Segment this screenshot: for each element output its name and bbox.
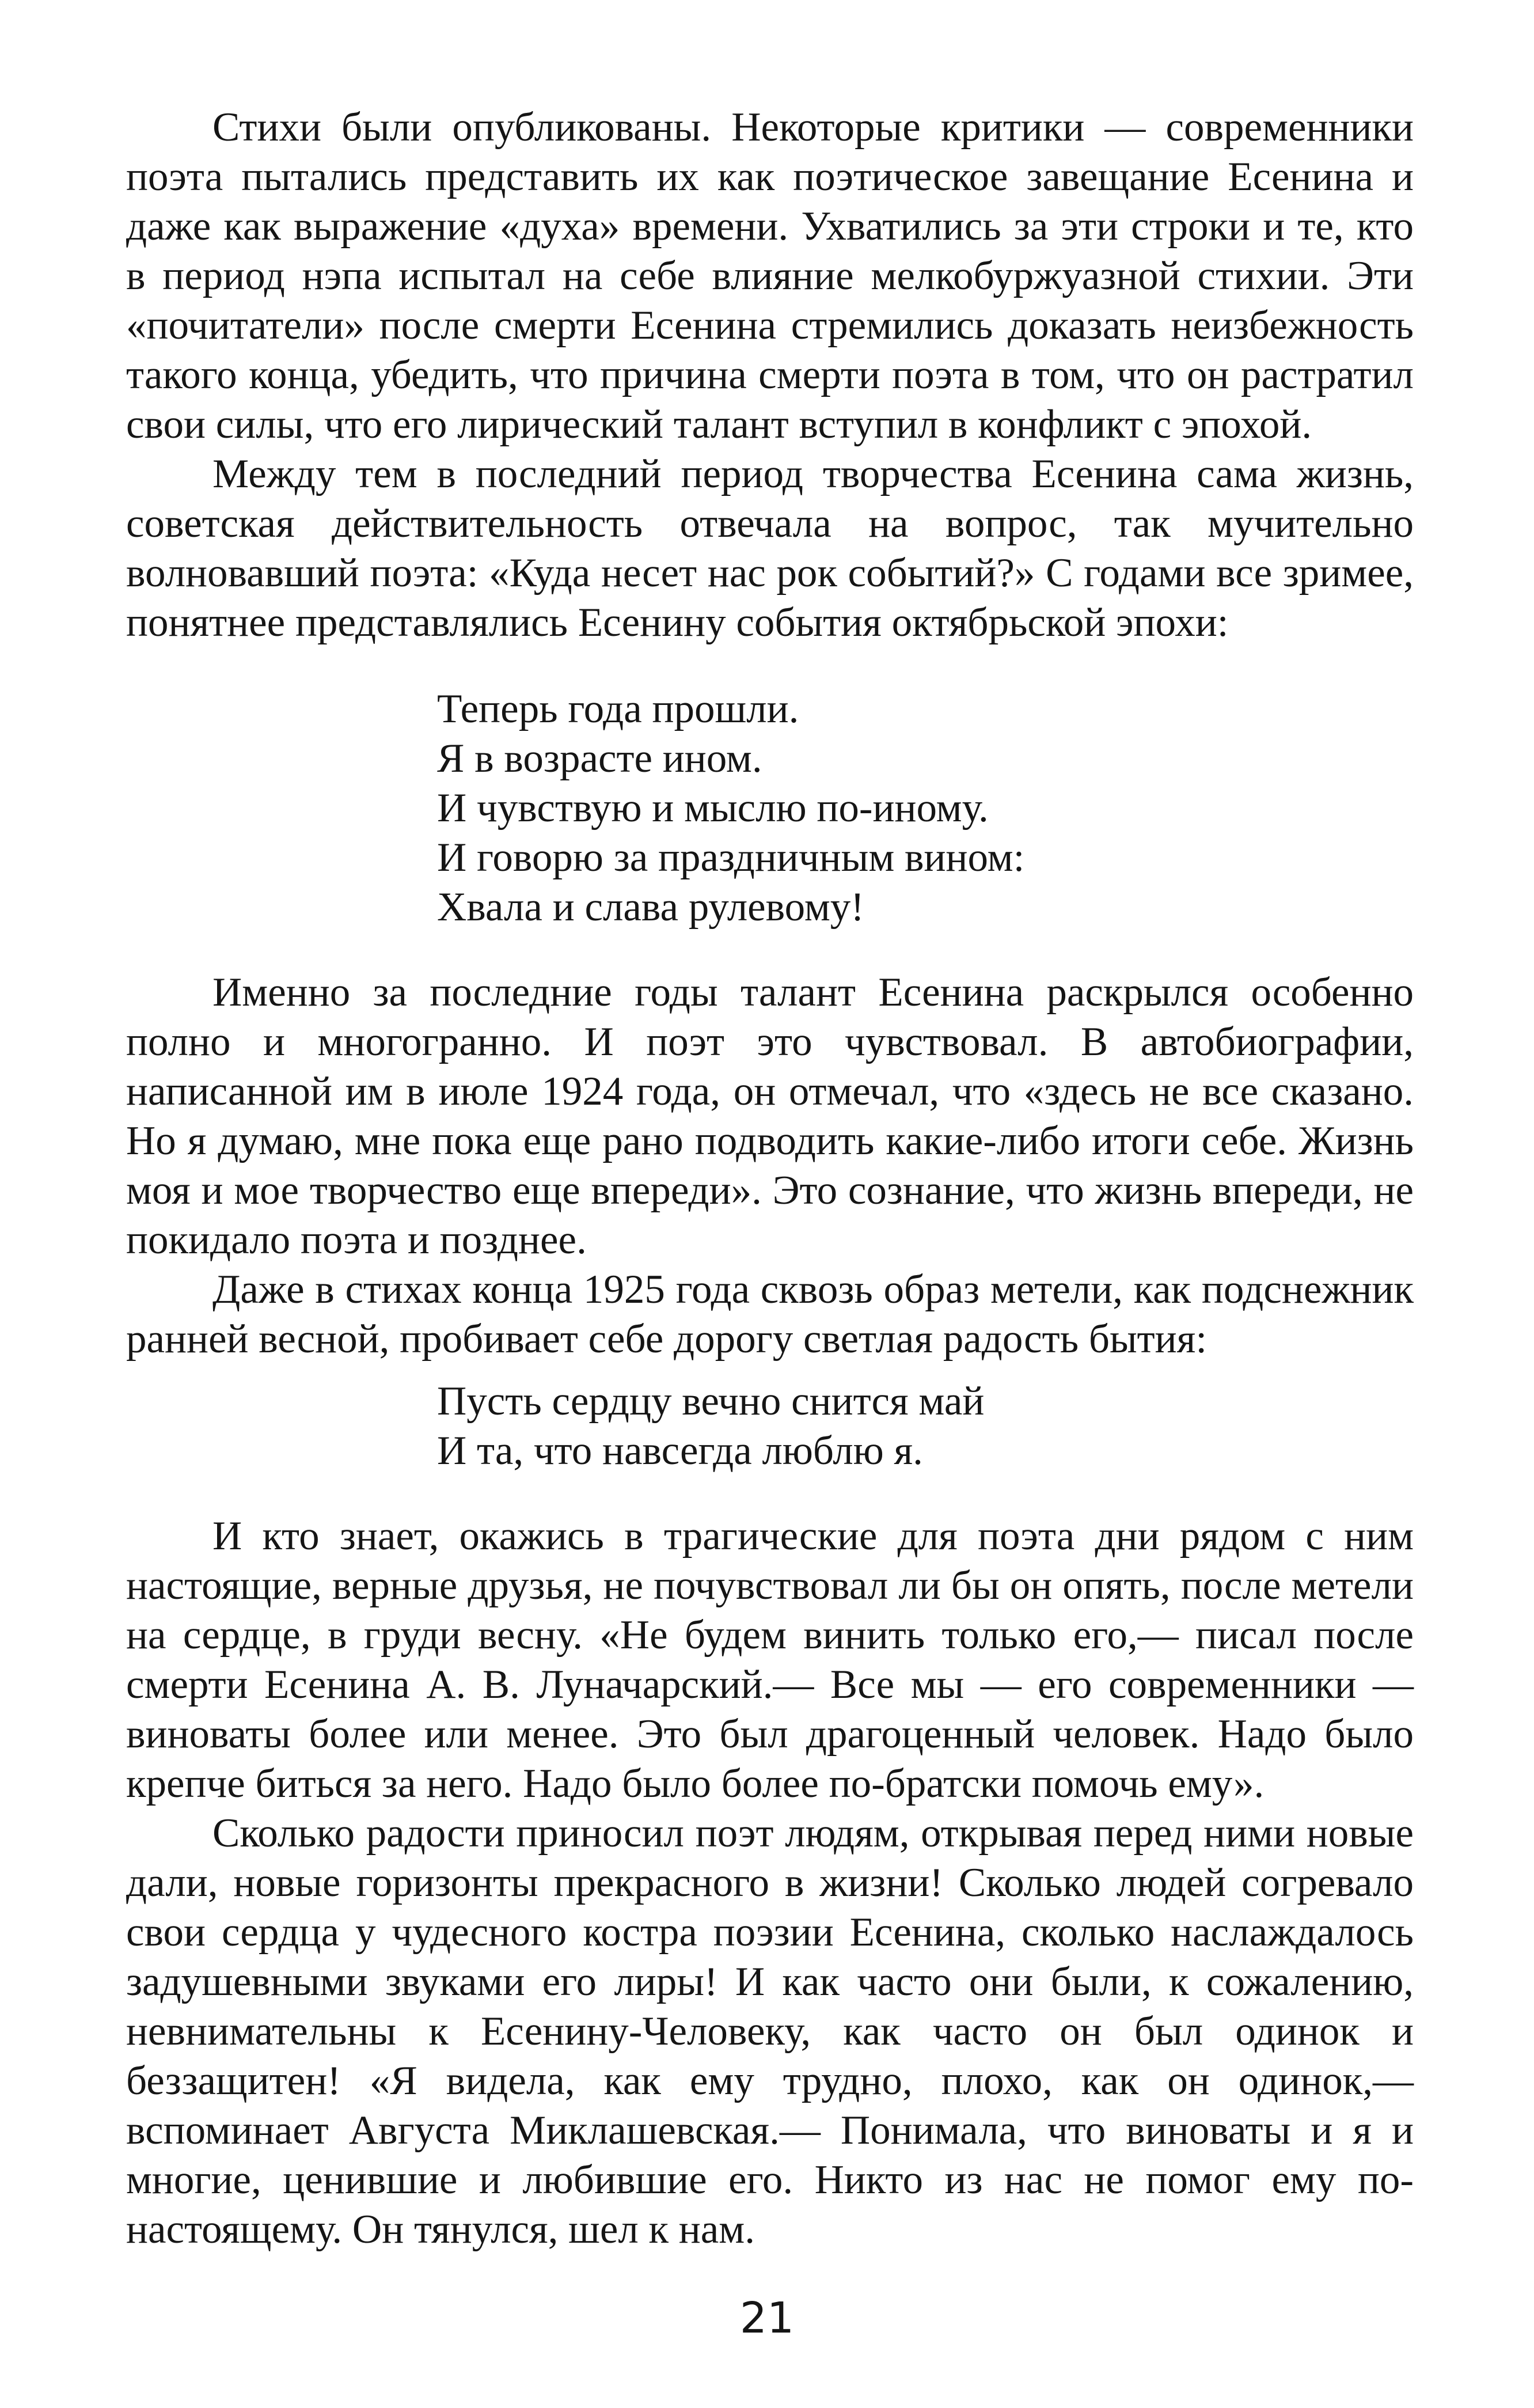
poem-line: И говорю за праздничным вином:: [437, 835, 1025, 880]
poem-quote: [126, 1376, 1414, 1476]
paragraph: Между тем в последний период творчества Есенина сама жизнь, советская действительность отвечала на вопрос, так мучительно волновавший поэта: «Куда несет нас рок событий?» С годами все зримее, понятнее представлялись Есенину события октябрьской эпохи:: [126, 452, 1414, 645]
paragraph: Сколько радости приносил поэт людям, открывая перед ними новые дали, новые горизонты прекрасного в жизни! Сколько людей согревало свои сердца у чудесного костра поэзии Есенина, сколько наслаждалось задушевными звуками его лиры! И как часто они были, к сожалению, невнимательны к Есенину-Человеку, как часто он был одинок и беззащитен! «Я видела, как ему трудно, плохо, как он одинок,— вспоминает Августа Миклашевская.— Понимала, что виноваты и я и многие, ценившие и любившие его. Никто из нас не помог ему по-настоящему. Он тянулся, шел к нам.: [126, 1811, 1414, 2252]
paragraph: Даже в стихах конца 1925 года сквозь образ метели, как подснежник ранней весной, пробивает себе дорогу светлая радость бытия:: [126, 1267, 1414, 1362]
paragraph: Стихи были опубликованы. Некоторые критики — современники поэта пытались представить их как поэтическое завещание Есенина и даже как выражение «духа» времени. Ухватились за эти строки и те, кто в период нэпа испытал на себе влияние мелкобуржуазной стихии. Эти «почитатели» после смерти Есенина стремились доказать неизбежность такого конца, убедить, что причина смерти поэта в том, что он растратил свои силы, что его лирический талант вступил в конфликт с эпохой.: [126, 105, 1414, 447]
paragraph: Именно за последние годы талант Есенина раскрылся особенно полно и многогранно. И поэт это чувствовал. В автобиографии, написанной им в июле 1924 года, он отмечал, что «здесь не все сказано. Но я думаю, мне пока еще рано подводить какие-либо итоги себе. Жизнь моя и мое творчество еще впереди». Это сознание, что жизнь впереди, не покидало поэта и позднее.: [126, 970, 1414, 1262]
poem-line: Я в возрасте ином.: [437, 736, 762, 781]
poem-line: Пусть сердцу вечно снится май: [437, 1379, 985, 1424]
poem-line: И чувствую и мыслю по-иному.: [437, 786, 989, 831]
poem-line: И та, что навсегда люблю я.: [437, 1428, 923, 1473]
paragraph: И кто знает, окажись в трагические для поэта дни рядом с ним настоящие, верные друзья, не почувствовал ли бы он опять, после метели на сердце, в груди весну. «Не будем винить только его,— писал после смерти Есенина А. В. Луначарский.— Все мы — его современники — виноваты более или менее. Это был драгоценный человек. Надо было крепче биться за него. Надо было более по-братски помочь ему».: [126, 1514, 1414, 1806]
page-number: 21: [739, 2293, 795, 2343]
poem-line: Хвала и слава рулевому!: [437, 885, 864, 930]
poem-line: Теперь года прошли.: [437, 687, 799, 731]
poem-quote: [126, 684, 1414, 932]
page-body: [126, 103, 1414, 2254]
